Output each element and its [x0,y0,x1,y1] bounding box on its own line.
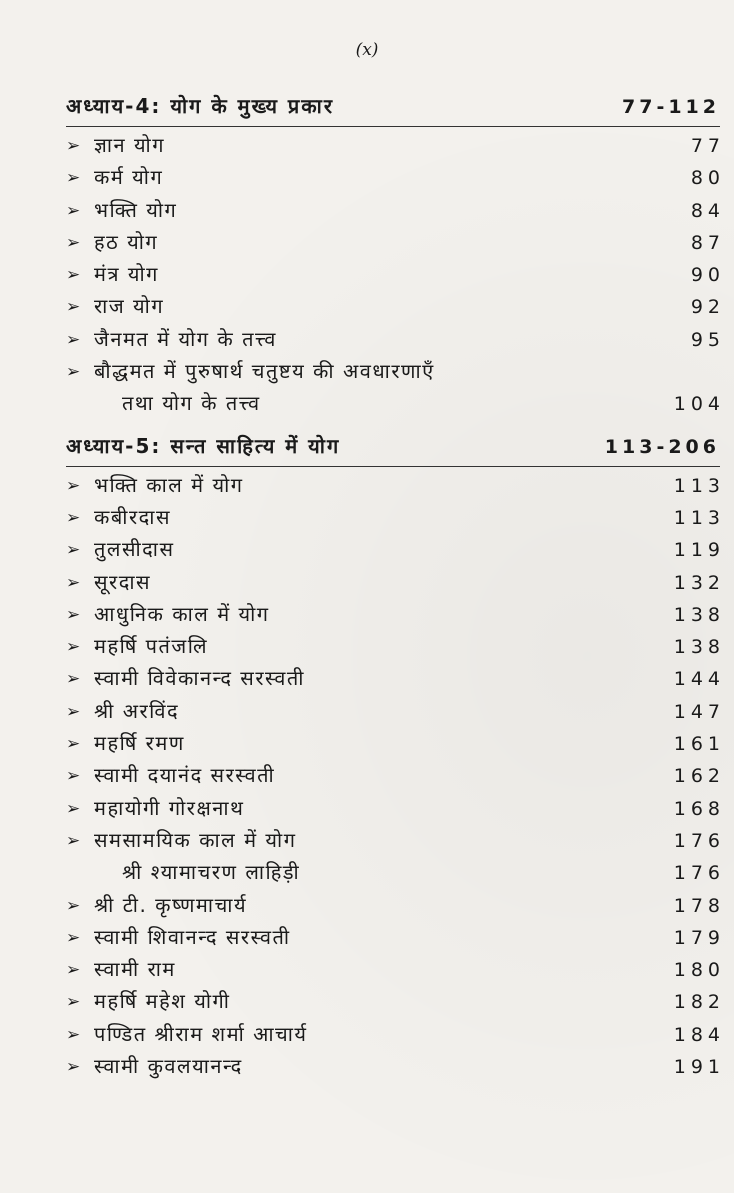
toc-entry-title: भक्ति काल में योग [94,472,244,497]
toc-entry [66,955,725,987]
arrow-bullet-icon: ➢ [66,136,82,156]
toc-entry-page: 84 [690,199,725,222]
toc-entry [66,987,725,1019]
arrow-bullet-icon: ➢ [66,701,82,722]
toc-entry-title: महायोगी गोरक्षनाथ [94,795,245,820]
toc-entry [66,1052,725,1084]
toc-entry-title: बौद्धमत में पुरुषार्थ चतुष्टय की अवधारणाएँ [94,359,435,384]
toc-entry-title: जैनमत में योग के तत्त्व [94,326,277,351]
toc-entry-page: 162 [673,765,725,788]
chapter-page-range: 113-206 [604,435,720,458]
toc-entry [66,357,720,389]
toc-entry [66,923,725,955]
toc-entry [66,1020,725,1052]
toc-entry [66,858,725,890]
arrow-bullet-icon: ➢ [66,540,82,561]
toc-entry-title: स्वामी कुवलयानन्द [94,1054,243,1079]
toc-entry-title: श्री श्यामाचरण लाहिड़ी [122,860,301,885]
toc-entry-title: हठ योग [94,229,159,254]
arrow-bullet-icon: ➢ [66,1024,82,1045]
toc-entry [66,163,725,195]
toc-entry-title: स्वामी दयानंद सरस्वती [94,763,276,788]
toc-entry-page: 138 [673,603,725,626]
toc-entry [66,568,725,600]
toc-entry [66,761,725,793]
page-number: (x) [355,40,379,60]
toc-entry [66,228,725,260]
arrow-bullet-icon: ➢ [66,669,82,690]
toc-entry-page: 161 [673,733,725,756]
arrow-bullet-icon: ➢ [66,265,82,286]
toc-entry-page: 132 [673,571,725,594]
toc-entry-page: 119 [673,539,725,562]
toc-entry [66,729,725,761]
arrow-bullet-icon: ➢ [66,798,82,819]
chapter-heading [66,92,720,127]
toc-entry-page: 138 [673,636,725,659]
toc-entry-title: राज योग [94,294,165,319]
toc-entry-title: तथा योग के तत्त्व [122,391,261,416]
toc-entry-title: स्वामी राम [94,957,176,982]
chapter-page-range: 77-112 [622,96,720,118]
toc-entry-page: 77 [690,135,725,157]
toc-entry-title: भक्ति योग [94,197,178,222]
toc-entry-page: 104 [673,393,725,416]
toc-entry-page: 95 [690,328,725,351]
toc-entry-page: 113 [673,474,725,497]
toc-entry-page: 147 [673,700,725,723]
toc-entry-page: 168 [673,797,725,820]
arrow-bullet-icon: ➢ [66,637,82,658]
toc-entry-title: मंत्र योग [94,262,159,287]
chapter-title: अध्याय-4: योग के मुख्य प्रकार [66,94,335,118]
toc-entry-title: पण्डित श्रीराम शर्मा आचार्य [94,1021,308,1046]
chapter-heading [66,432,720,467]
toc-entry-title: स्वामी विवेकानन्द सरस्वती [94,666,305,691]
toc-entry [66,794,725,826]
arrow-bullet-icon: ➢ [66,329,82,350]
toc-entry [66,471,725,503]
toc-entry-title: तुलसीदास [94,537,175,562]
arrow-bullet-icon: ➢ [66,830,82,851]
table-of-contents [66,92,725,1084]
arrow-bullet-icon: ➢ [66,960,82,981]
arrow-bullet-icon: ➢ [66,168,82,189]
arrow-bullet-icon: ➢ [66,232,82,253]
toc-entry [66,632,725,664]
toc-entry-page: 144 [673,668,725,691]
toc-entry-page: 176 [673,862,725,885]
toc-entry-page: 92 [690,296,725,319]
chapter-title: अध्याय-5: सन्त साहित्य में योग [66,433,341,458]
arrow-bullet-icon: ➢ [66,895,82,916]
toc-entry-title: महर्षि रमण [94,731,185,756]
toc-entry [66,664,725,696]
arrow-bullet-icon: ➢ [66,992,82,1013]
toc-entry-title: श्री टी. कृष्णमाचार्य [94,892,248,917]
toc-entry [66,535,725,567]
toc-entry-page: 180 [673,959,725,982]
toc-entry [66,325,725,357]
toc-entry-title: महर्षि महेश योगी [94,989,231,1014]
toc-entry-page: 87 [690,231,725,254]
toc-entry [66,697,725,729]
toc-entry [66,292,725,324]
toc-entry-page: 90 [690,264,725,287]
toc-entry-title: कर्म योग [94,165,164,190]
toc-entry-title: श्री अरविंद [94,698,180,723]
toc-entry-page: 184 [673,1023,725,1046]
arrow-bullet-icon: ➢ [66,572,82,593]
toc-entry-title: कबीरदास [94,504,171,529]
toc-entry-title: सूरदास [94,569,152,594]
arrow-bullet-icon: ➢ [66,507,82,528]
toc-entry [66,600,725,632]
toc-entry-page: 113 [673,506,725,529]
arrow-bullet-icon: ➢ [66,766,82,787]
toc-entry-page: 178 [673,894,725,917]
toc-entry-title: स्वामी शिवानन्द सरस्वती [94,924,291,949]
arrow-bullet-icon: ➢ [66,475,82,496]
toc-entry-page: 80 [690,167,725,190]
toc-entry-title: महर्षि पतंजलि [94,634,209,659]
toc-entry [66,260,725,292]
toc-entry [66,389,725,421]
toc-entry [66,196,725,228]
toc-entry-title: समसामयिक काल में योग [94,827,297,852]
toc-entry-page: 182 [673,991,725,1014]
arrow-bullet-icon: ➢ [66,200,82,221]
toc-entry-title: ज्ञान योग [94,133,165,157]
toc-entry [66,826,725,858]
toc-entry-title: आधुनिक काल में योग [94,601,270,626]
toc-entry [66,131,725,163]
arrow-bullet-icon: ➢ [66,297,82,318]
toc-entry-page: 191 [673,1056,725,1079]
toc-entry [66,891,725,923]
arrow-bullet-icon: ➢ [66,734,82,755]
arrow-bullet-icon: ➢ [66,927,82,948]
toc-entry-page: 179 [673,926,725,949]
arrow-bullet-icon: ➢ [66,1057,82,1078]
arrow-bullet-icon: ➢ [66,362,82,383]
toc-entry-page: 176 [673,829,725,852]
arrow-bullet-icon: ➢ [66,604,82,625]
toc-entry [66,503,725,535]
chapter-spacer [66,422,720,432]
